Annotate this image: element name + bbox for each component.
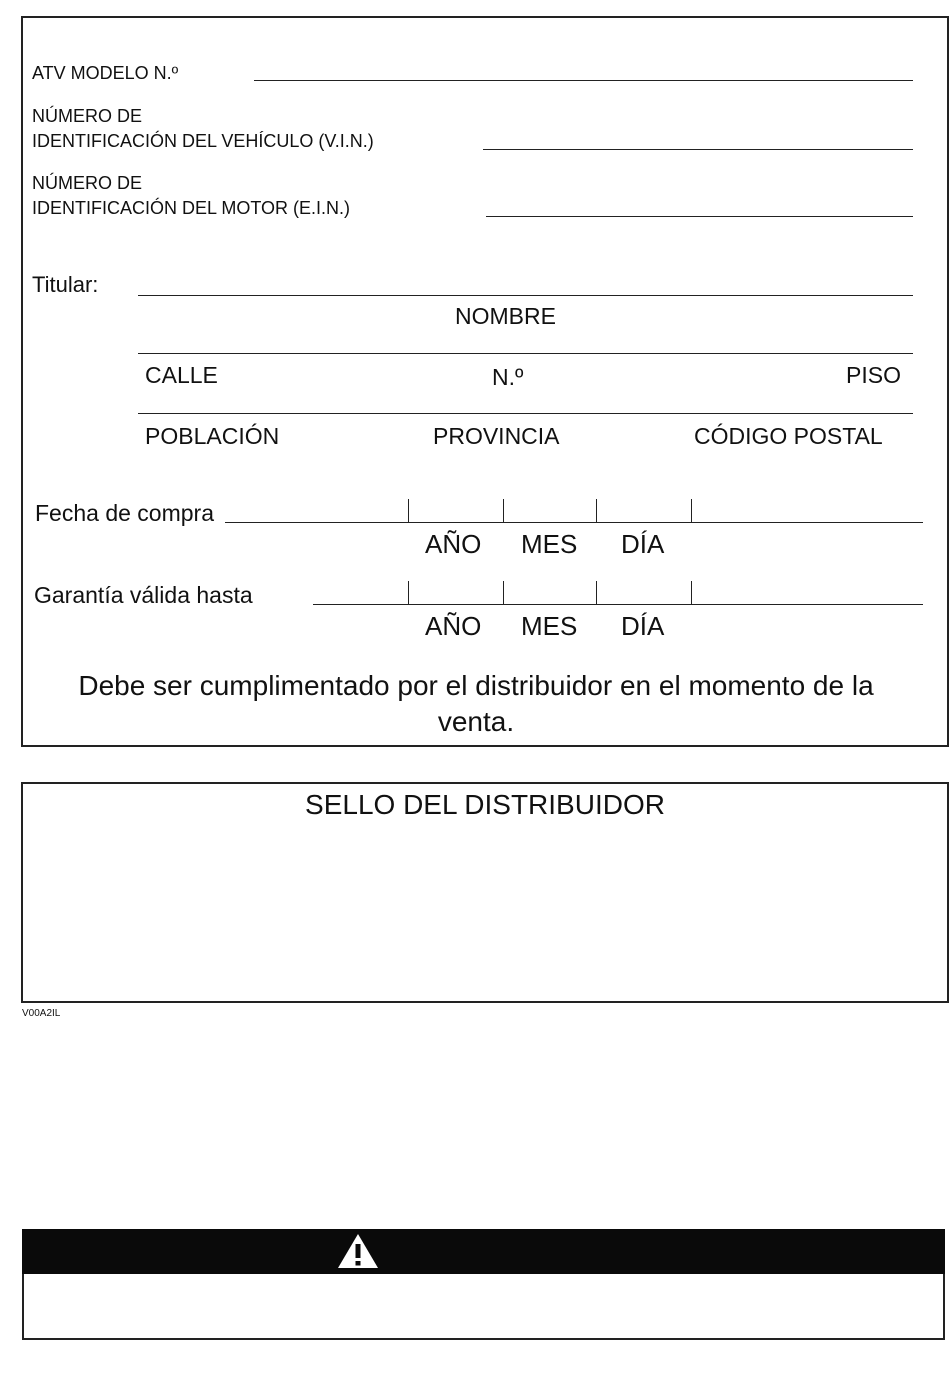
warranty-date-field[interactable] (313, 604, 923, 605)
dealer-note: Debe ser cumplimentado por el distribuidor en el momento de la venta. (78, 670, 874, 737)
divider (408, 499, 409, 522)
day-label: DÍA (621, 611, 665, 641)
year-label: AÑO (425, 529, 482, 559)
holder-name-field[interactable] (138, 295, 913, 296)
year-label: AÑO (425, 611, 482, 641)
model-field[interactable] (254, 80, 913, 81)
floor-label: PISO (846, 362, 901, 388)
province-label: PROVINCIA (433, 423, 560, 449)
vin-field[interactable] (483, 149, 913, 150)
vin-label-line2: IDENTIFICACIÓN DEL VEHÍCULO (V.I.N.) (32, 131, 374, 151)
stamp-title: SELLO DEL DISTRIBUIDOR (305, 789, 665, 820)
divider (596, 499, 597, 522)
warning-triangle-icon (336, 1232, 380, 1270)
holder-label: Titular: (32, 272, 99, 297)
day-label: DÍA (621, 529, 665, 559)
divider (691, 499, 692, 522)
warning-header (22, 1229, 945, 1274)
divider (408, 581, 409, 604)
figure-code: V00A2IL (22, 1008, 61, 1019)
purchase-date-label: Fecha de compra (35, 500, 214, 526)
number-label: N.º (492, 364, 524, 390)
warranty-date-label: Garantía válida hasta (34, 582, 253, 608)
ein-field[interactable] (486, 216, 913, 217)
postal-code-label: CÓDIGO POSTAL (694, 423, 883, 449)
vin-label-line1: NÚMERO DE (32, 106, 143, 126)
town-field[interactable] (138, 413, 913, 414)
month-label: MES (521, 529, 578, 559)
name-label: NOMBRE (455, 303, 556, 329)
purchase-date-field[interactable] (225, 522, 923, 523)
street-label: CALLE (145, 362, 218, 388)
ein-label-line2: IDENTIFICACIÓN DEL MOTOR (E.I.N.) (32, 198, 351, 218)
town-label: POBLACIÓN (145, 423, 280, 449)
divider (503, 499, 504, 522)
divider (596, 581, 597, 604)
street-field[interactable] (138, 353, 913, 354)
model-label: ATV MODELO N.º (32, 63, 179, 83)
divider (503, 581, 504, 604)
month-label: MES (521, 611, 578, 641)
divider (691, 581, 692, 604)
ein-label-line1: NÚMERO DE (32, 173, 143, 193)
